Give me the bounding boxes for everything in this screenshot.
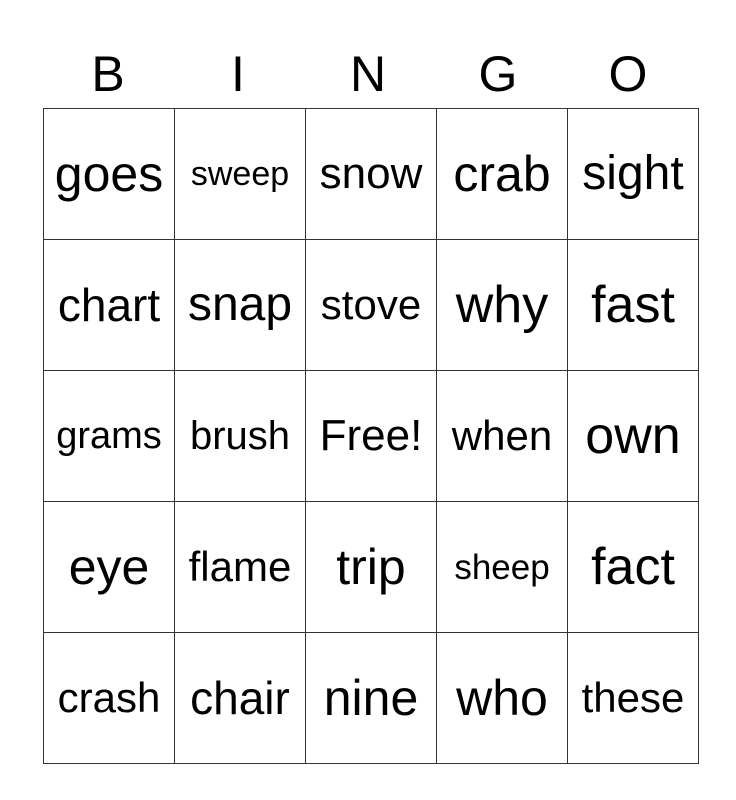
bingo-cell[interactable]: who — [437, 633, 568, 764]
board-row — [44, 240, 699, 371]
bingo-cell[interactable]: goes — [44, 109, 175, 240]
bingo-cell[interactable]: crash — [44, 633, 175, 764]
bingo-cell[interactable]: snow — [306, 109, 437, 240]
bingo-cell[interactable]: crab — [437, 109, 568, 240]
bingo-cell[interactable]: trip — [306, 502, 437, 633]
bingo-cell[interactable]: sight — [568, 109, 699, 240]
header-letter-n: N — [349, 46, 387, 102]
bingo-cell[interactable]: chart — [44, 240, 175, 371]
bingo-cell[interactable]: fast — [568, 240, 699, 371]
bingo-cell[interactable]: nine — [306, 633, 437, 764]
bingo-cell[interactable]: fact — [568, 502, 699, 633]
bingo-cell[interactable]: snap — [175, 240, 306, 371]
header-letter-i: I — [231, 46, 245, 102]
bingo-cell[interactable]: stove — [306, 240, 437, 371]
header-letter-g: G — [478, 46, 518, 102]
header-letter-o: O — [608, 46, 648, 102]
bingo-cell[interactable]: flame — [175, 502, 306, 633]
bingo-cell[interactable]: these — [568, 633, 699, 764]
bingo-cell[interactable]: sweep — [175, 109, 306, 240]
bingo-cell[interactable]: when — [437, 371, 568, 502]
board-row — [44, 371, 699, 502]
bingo-cell[interactable]: grams — [44, 371, 175, 502]
board-row — [44, 502, 699, 633]
bingo-board — [43, 108, 699, 764]
board-row — [44, 633, 699, 764]
bingo-cell[interactable]: sheep — [437, 502, 568, 633]
bingo-cell[interactable]: chair — [175, 633, 306, 764]
board-row — [44, 109, 699, 240]
free-space-cell[interactable]: Free! — [306, 371, 437, 502]
header-letter-b: B — [91, 46, 125, 102]
bingo-header — [43, 44, 693, 104]
bingo-cell[interactable]: brush — [175, 371, 306, 502]
bingo-cell[interactable]: eye — [44, 502, 175, 633]
bingo-cell[interactable]: own — [568, 371, 699, 502]
bingo-cell[interactable]: why — [437, 240, 568, 371]
